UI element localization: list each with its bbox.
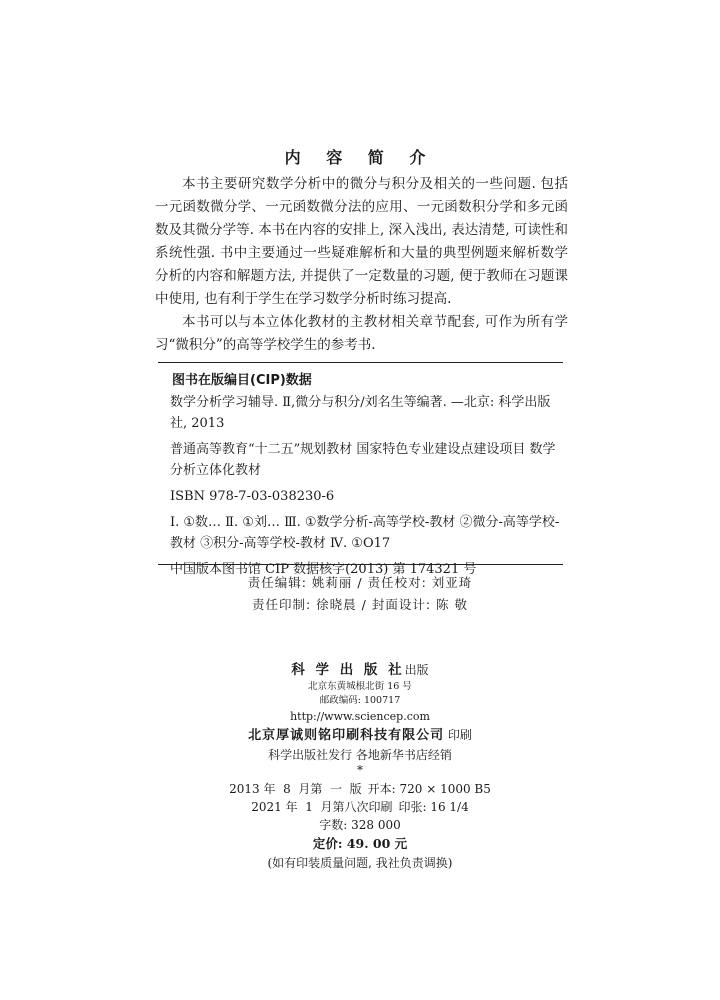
distribution-line: 科学出版社发行 各地新华书店经销 [268, 748, 452, 762]
cip-block [170, 392, 563, 580]
format-info: 开本: 720 × 1000 B5 [367, 782, 491, 796]
publisher-suffix: 出版 [404, 663, 429, 677]
cip-entry: 普通高等教育“十二五”规划教材 国家特色专业建设点建设项目 数学分析立体化教材 [170, 442, 556, 478]
publication-block [0, 660, 720, 872]
credits-block [0, 572, 720, 616]
cip-heading: 图书在版编目(CIP)数据 [172, 373, 312, 388]
publisher-address: 北京东黄城根北街 16 号 [308, 681, 412, 692]
printing-info: 2021 年 1 月第八次印刷 [251, 800, 393, 814]
quality-note: (如有印装质量问题, 我社负责调换) [267, 856, 453, 870]
summary-paragraph: 本书可以与本立体化教材的主教材相关章节配套, 可作为所有学习“微积分”的高等学校学生的参考书. [155, 314, 568, 353]
separator-star: * [357, 763, 363, 777]
price: 定价: 49. 00 元 [312, 836, 408, 851]
cip-top-rule [158, 362, 563, 363]
publisher-postcode: 邮政编码: 100717 [319, 695, 401, 706]
production-credit: 责任印制: 徐晓晨 / 封面设计: 陈 敬 [251, 597, 468, 612]
cip-bottom-rule [158, 564, 563, 565]
publisher-name: 科 学 出 版 社 [291, 662, 405, 678]
printer-name: 北京厚诚则铭印刷科技有限公司 [248, 728, 445, 743]
cip-entry: Ⅰ. ①数… Ⅱ. ①刘… Ⅲ. ①数学分析-高等学校-教材 ②微分-高等学校-教材 ③积分-高等学校-教材 Ⅳ. ①O17 [170, 515, 560, 551]
summary-title: 内 容 简 介 [284, 148, 436, 167]
summary-body [155, 173, 568, 357]
cip-record: 中国版本图书馆 CIP 数据核字(2013) 第 174321 号 [170, 562, 477, 577]
cip-entry: ISBN 978-7-03-038230-6 [170, 489, 335, 504]
word-count: 字数: 328 000 [319, 818, 401, 832]
publisher-url: http://www.sciencep.com [290, 710, 430, 723]
sheets-info: 印张: 16 1/4 [398, 800, 469, 814]
summary-paragraph: 本书主要研究数学分析中的微分与积分及相关的一些问题. 包括一元函数微分学、一元函数微分法的应用、一元函数积分学和多元函数及其微分学等. 本书在内容的安排上, 深入浅出, 表达清楚, 可读性和系统性强. 书中主要通过一些疑难解析和大量的典型例题来解析数学分析的内容和解题方法, 并提供了一定数量的习题, 便于教师在习题课中使用, 也有利于学生在学习数学分析时练习提高. [155, 176, 568, 307]
printer-suffix: 印刷 [447, 728, 472, 742]
cip-entry: 数学分析学习辅导. Ⅱ,微分与积分/刘名生等编著. —北京: 科学出版社, 2013 [170, 395, 551, 431]
editor-credit: 责任编辑: 姚莉丽 / 责任校对: 刘亚琦 [247, 575, 473, 590]
edition-info: 2013 年 8 月第 一 版 [229, 782, 362, 796]
